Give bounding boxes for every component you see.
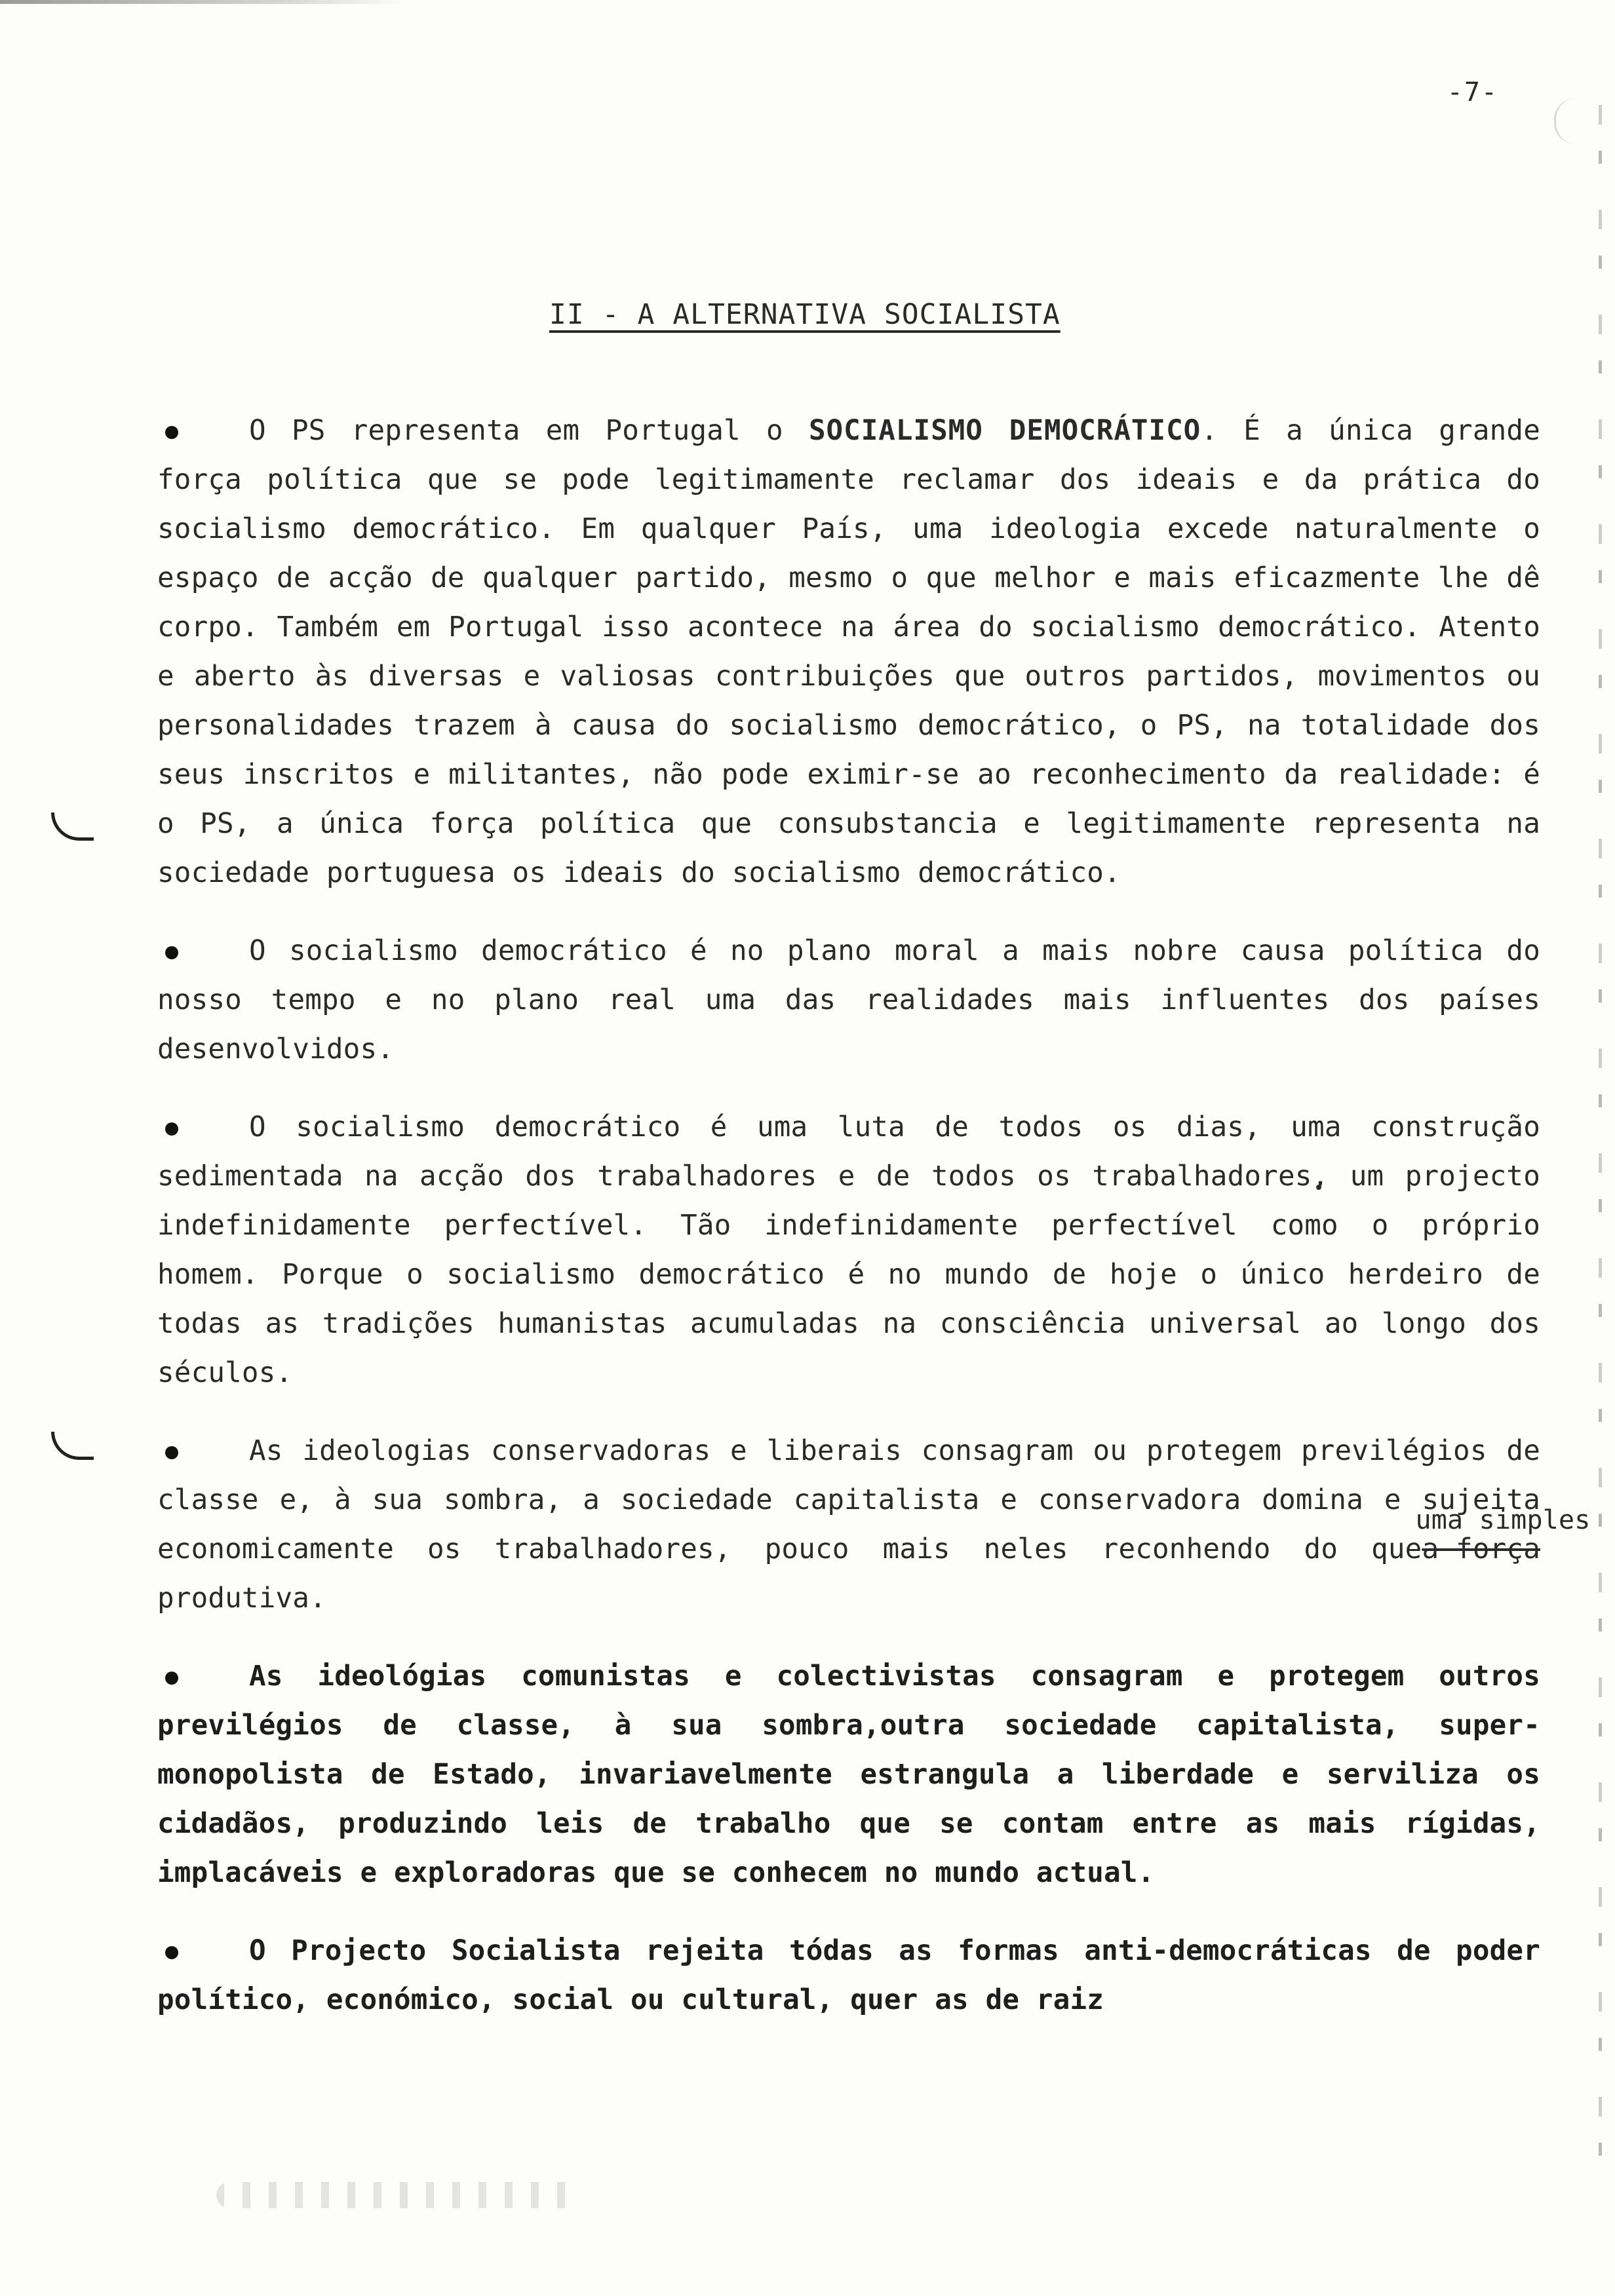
bullet-icon	[165, 1946, 178, 1959]
paragraph-1-text-a: O PS representa em Portugal o	[249, 415, 809, 447]
paragraph-5	[157, 1652, 1540, 1898]
paragraph-1	[157, 406, 1540, 898]
scan-right-edge	[1599, 105, 1602, 2202]
scan-corner-mark	[1554, 98, 1576, 144]
paragraph-5-text: As ideológias comunistas e colectivistas consagram e protegem outros previlégios de classe, à sua sombra,outra sociedade capitalista, super-monopolista de Estado, invariavelmente estrangula a liberdade e serviliza os cidadãos, produzindo leis de trabalho que se contam entre as mais rígidas, implacáveis e exploradoras que se conhecem no mundo actual.	[157, 1660, 1540, 1889]
document-body	[157, 406, 1591, 2054]
bullet-icon	[165, 1672, 178, 1685]
handwritten-insertion	[1415, 1505, 1591, 1574]
paragraph-4	[157, 1426, 1591, 1623]
bullet-icon	[165, 426, 178, 439]
paragraph-3-text: O socialismo democrático é uma luta de todos os dias, uma construção sedimentada na acção dos trabalhadores e de todos os trabalhadores, um projecto indefinidamente perfectível. Tão indefinidamente perfectível como o próprio homem. Porque o socialismo democrático é no mundo de hoje o único herdeiro de todas as tradições humanistas acumuladas na consciência universal ao longo dos séculos.	[157, 1111, 1540, 1389]
paragraph-6-text: O Projecto Socialista rejeita tódas as formas anti-democráticas de poder político, económico, social ou cultural, quer as de raiz	[157, 1935, 1540, 2016]
margin-check-mark	[51, 813, 94, 841]
struck-text: a força	[1422, 1533, 1540, 1565]
scan-smudge	[216, 2182, 583, 2208]
paragraph-1-text-b: . É a única grande força política que se pode legitimamente reclamar dos ideais e da prática do socialismo democrático. Em qualquer País, uma ideologia excede naturalmente o espaço de acção de qualquer partido, mesmo o que melhor e mais eficazmente lhe dê corpo. Também em Portugal isso acontece na área do socialismo democrático. Atento e aberto às diversas e valiosas contribuições que outros partidos, movimentos ou personalidades trazem à causa do socialismo democrático, o PS, na totalidade dos seus inscritos e militantes, não pode eximir-se ao reconhecimento da realidade: é o PS, a única força política que consubstancia e legitimamente representa na sociedade portuguesa os ideais do socialismo democrático.	[157, 415, 1540, 889]
paragraph-3	[157, 1103, 1540, 1398]
page-number: -7-	[1447, 77, 1498, 107]
bullet-icon	[165, 946, 178, 959]
section-title: II - A ALTERNATIVA SOCIALISTA	[549, 298, 1060, 331]
paragraph-2-text: O socialismo democrático é no plano moral a mais nobre causa política do nosso tempo e no plano real uma das realidades mais influentes dos países desenvolvidos.	[157, 935, 1540, 1065]
insertion-text: uma simples	[1415, 1505, 1591, 1535]
bullet-icon	[165, 1122, 178, 1136]
paragraph-1-emphasis: SOCIALISMO DEMOCRÁTICO	[808, 415, 1201, 447]
paragraph-4-text-a: As ideologias conservadoras e liberais consagram ou protegem previlégios de classe e, à sua sombra, a sociedade capitalista e conservadora domina e sujeita economicamente os trabalhadores, pouco mais neles reconhendo do que	[157, 1435, 1540, 1565]
margin-check-mark	[51, 1432, 94, 1460]
paragraph-6	[157, 1926, 1540, 2025]
paragraph-4-text-b: produtiva.	[157, 1582, 326, 1615]
scan-top-rule	[0, 0, 406, 4]
paragraph-2	[157, 927, 1540, 1074]
bullet-icon	[165, 1446, 178, 1459]
